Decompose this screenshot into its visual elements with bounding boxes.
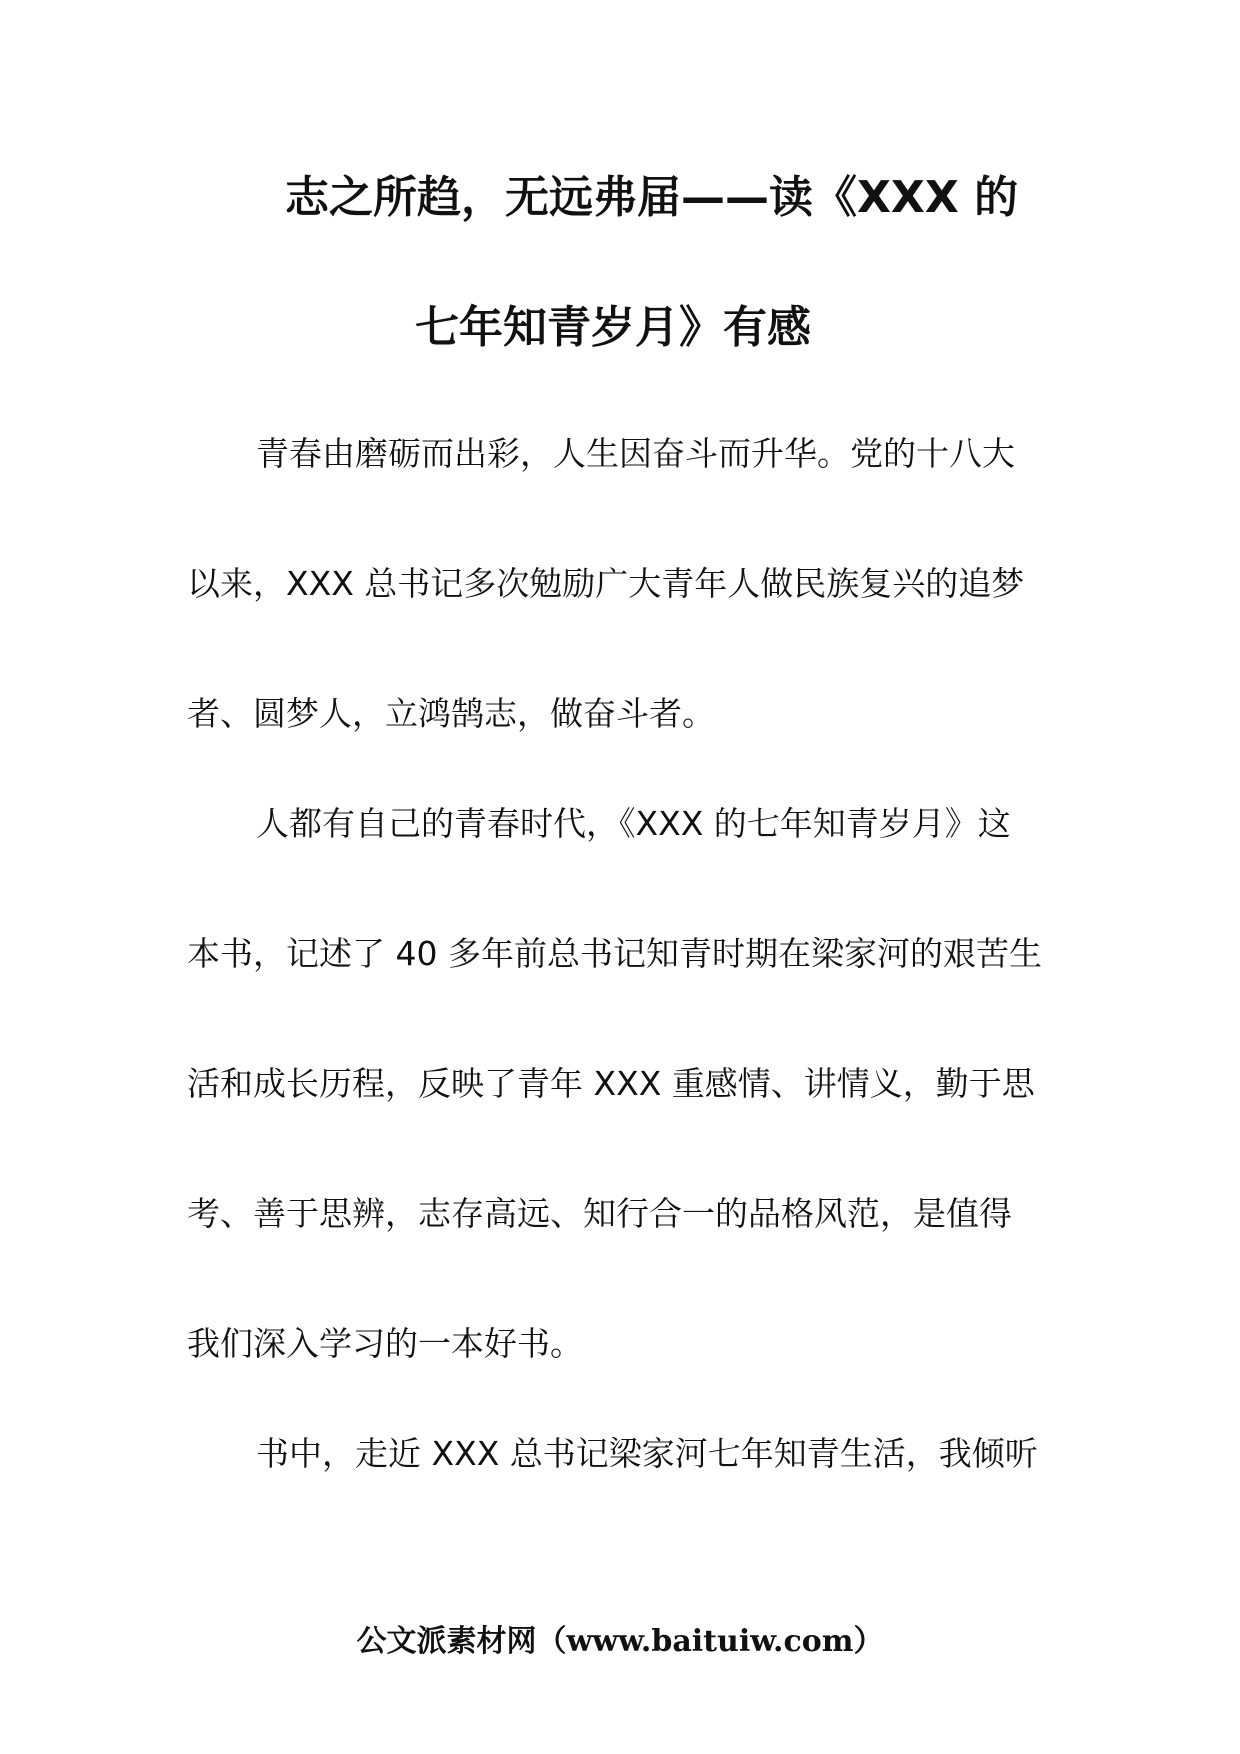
paragraph-1-line-1: 青春由磨砺而出彩，人生因奋斗而升华。党的十八大 [256, 434, 1015, 473]
paragraph-2-line-5: 我们深入学习的一本好书。 [187, 1324, 583, 1363]
paragraph-2-line-2: 本书，记述了 40 多年前总书记知青时期在梁家河的艰苦生 [187, 934, 1042, 973]
paragraph-2-line-1: 人都有自己的青春时代，《XXX 的七年知青岁月》这 [256, 804, 1011, 843]
paragraph-3-line-1: 书中，走近 XXX 总书记梁家河七年知青生活，我倾听 [256, 1434, 1038, 1473]
document-title-line-1: 志之所趋，无远弗届——读《XXX 的 [285, 172, 1019, 223]
paragraph-2-line-3: 活和成长历程，反映了青年 XXX 重感情、讲情义，勤于思 [187, 1064, 1035, 1103]
footer-source: 公文派素材网（www.baituiw.com） [356, 1624, 884, 1659]
paragraph-2-line-4: 考、善于思辨，志存高远、知行合一的品格风范，是值得 [187, 1194, 1012, 1233]
paragraph-1-line-3: 者、圆梦人，立鸿鹄志，做奋斗者。 [187, 694, 715, 733]
paragraph-1-line-2: 以来，XXX 总书记多次勉励广大青年人做民族复兴的追梦 [187, 564, 1025, 603]
document-title-line-2: 七年知青岁月》有感 [415, 302, 811, 353]
